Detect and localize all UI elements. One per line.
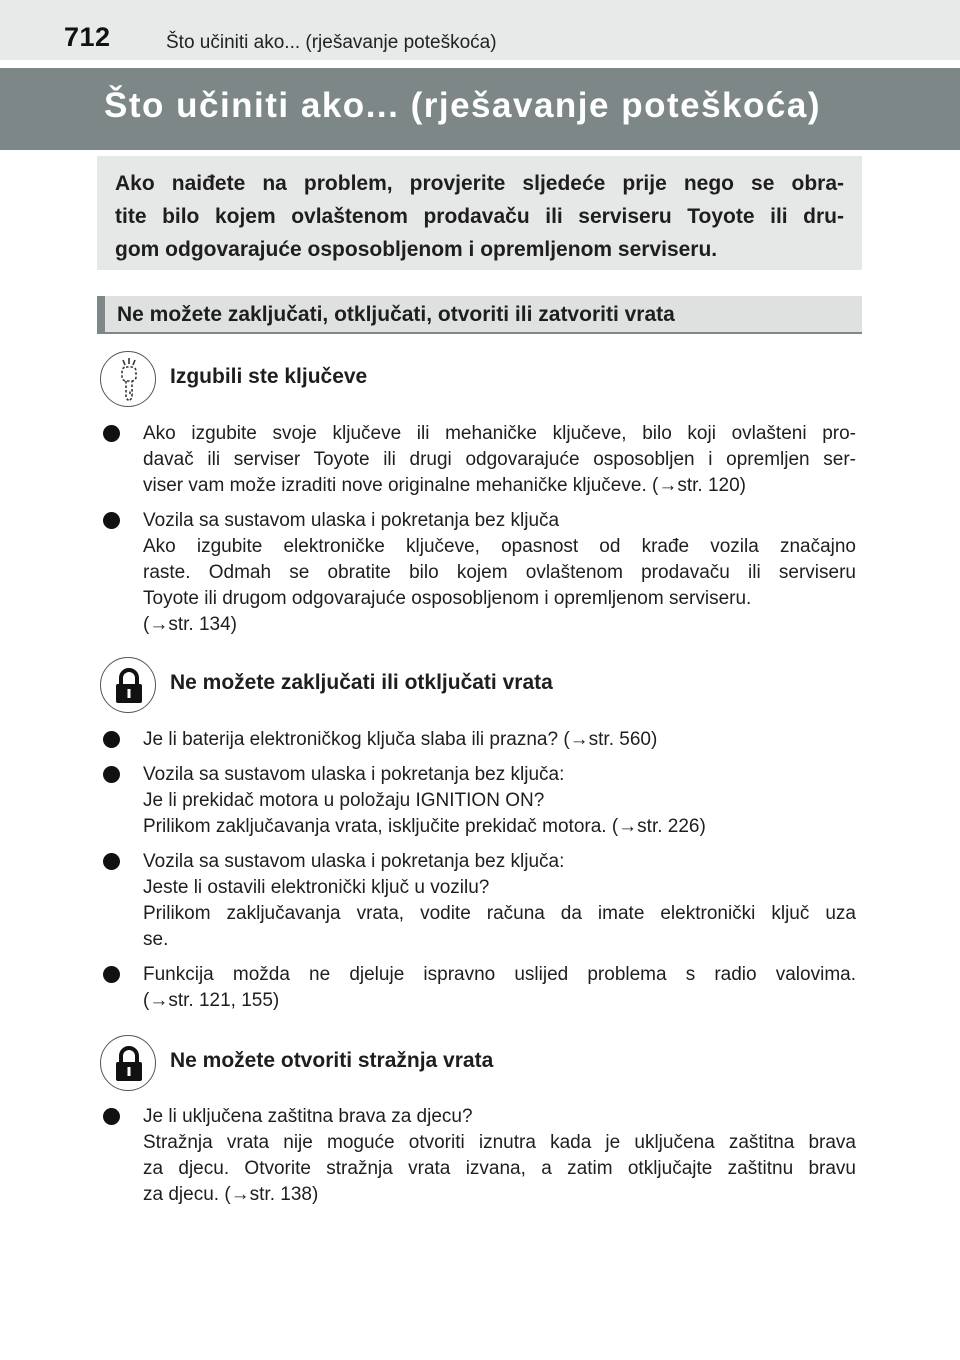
intro-box xyxy=(97,156,862,270)
section-title: Ne možete zaključati, otključati, otvoriti ili zatvoriti vrata xyxy=(117,303,675,326)
items-lock-unlock xyxy=(100,727,856,1023)
item-line: Prilikom zaključavanja vrata, vodite računa da imate elektronički ključ uza xyxy=(143,903,856,924)
bullet-icon xyxy=(103,1108,120,1125)
bullet-icon xyxy=(103,425,120,442)
item-line: Vozila sa sustavom ulaska i pokretanja bez ključa: xyxy=(143,764,565,785)
intro-line: gom odgovarajuće osposobljenom i opremljenom serviseru. xyxy=(115,238,718,261)
running-title: Što učiniti ako... (rješavanje poteškoća) xyxy=(166,32,497,53)
list-item xyxy=(100,962,856,1014)
subsection-lost-keys xyxy=(100,351,860,411)
section-header xyxy=(97,296,862,334)
page-header xyxy=(0,0,960,68)
item-line: raste. Odmah se obratite bilo kojem ovlaštenom prodavaču ili serviseru xyxy=(143,562,856,583)
list-item xyxy=(100,1104,856,1208)
subsection-rear-doors xyxy=(100,1035,860,1095)
item-line: Stražnja vrata nije moguće otvoriti iznutra kada je uključena zaštitna brava xyxy=(143,1132,856,1153)
item-line: za djecu. Otvorite stražnja vrata izvana, a zatim otključajte zaštitnu bravu xyxy=(143,1158,856,1179)
items-lost-keys xyxy=(100,421,856,647)
item-line: Ako izgubite elektroničke ključeve, opasnost od krađe vozila značajno xyxy=(143,536,856,557)
items-rear-doors xyxy=(100,1104,856,1217)
page-title: Što učiniti ako... (rješavanje poteškoća) xyxy=(104,86,821,125)
item-line: (→str. 121, 155) xyxy=(143,990,280,1011)
item-line: Je li uključena zaštitna brava za djecu? xyxy=(143,1106,473,1127)
page-number: 712 xyxy=(64,22,111,52)
list-item xyxy=(100,849,856,953)
item-line: se. xyxy=(143,929,169,950)
list-item xyxy=(100,508,856,638)
lock-icon xyxy=(100,657,156,713)
item-line: Vozila sa sustavom ulaska i pokretanja bez ključa xyxy=(143,510,560,531)
bullet-icon xyxy=(103,853,120,870)
item-line: Jeste li ostavili elektronički ključ u vozilu? xyxy=(143,877,490,898)
item-line: za djecu. (→str. 138) xyxy=(143,1184,319,1205)
item-line: Prilikom zaključavanja vrata, isključite prekidač motora. (→str. 226) xyxy=(143,816,706,837)
bullet-icon xyxy=(103,766,120,783)
lock-icon xyxy=(100,1035,156,1091)
item-line: viser vam može izraditi nove originalne mehaničke ključeve. (→str. 120) xyxy=(143,475,746,496)
subsection-title: Ne možete otvoriti stražnja vrata xyxy=(170,1049,494,1072)
bullet-icon xyxy=(103,731,120,748)
bullet-icon xyxy=(103,966,120,983)
subsection-lock-unlock xyxy=(100,657,860,717)
subsection-title: Ne možete zaključati ili otključati vrata xyxy=(170,671,553,694)
item-line: davač ili serviser Toyote ili drugi odgovarajuće osposobljen i opremljen ser- xyxy=(143,449,856,470)
intro-line: tite bilo kojem ovlaštenom prodavaču ili serviseru Toyote ili dru- xyxy=(115,205,844,228)
item-line: Vozila sa sustavom ulaska i pokretanja bez ključa: xyxy=(143,851,565,872)
list-item xyxy=(100,762,856,840)
list-item xyxy=(100,727,856,753)
item-line: Ako izgubite svoje ključeve ili mehaničke ključeve, bilo koji ovlašteni pro- xyxy=(143,423,856,444)
bullet-icon xyxy=(103,512,120,529)
item-line: (→str. 134) xyxy=(143,614,237,635)
title-band xyxy=(0,68,960,150)
intro-line: Ako naiđete na problem, provjerite sljedeće prije nego se obra- xyxy=(115,172,844,195)
item-line: Funkcija možda ne djeluje ispravno uslijed problema s radio valovima. xyxy=(143,964,856,985)
item-line: Je li baterija elektroničkog ključa slaba ili prazna? (→str. 560) xyxy=(143,729,658,750)
item-line: Je li prekidač motora u položaju IGNITION ON? xyxy=(143,790,545,811)
list-item xyxy=(100,421,856,499)
subsection-title: Izgubili ste ključeve xyxy=(170,365,368,388)
item-line: Toyote ili drugom odgovarajuće osposobljenom i opremljenom serviseru. xyxy=(143,588,752,609)
lost-key-icon xyxy=(100,351,156,407)
